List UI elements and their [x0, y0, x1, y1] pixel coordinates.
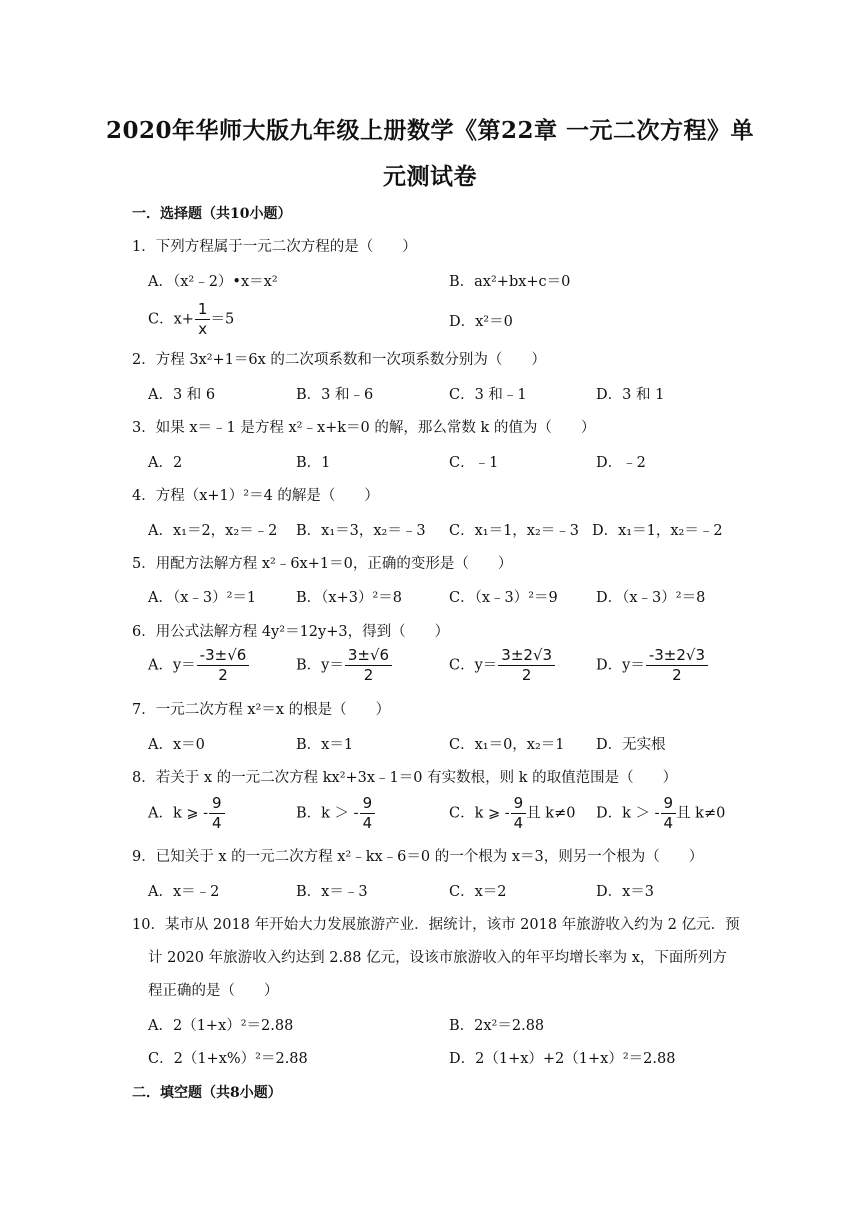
question-7-option-d: D．无实根 [596, 737, 666, 753]
question-6-stem: 6．用公式法解方程 4y²＝12y+3，得到（ ） [132, 624, 450, 640]
section-heading-choice: 一．选择题（共10小题） [132, 206, 292, 222]
question-2-option-d: D．3 和 1 [596, 387, 665, 403]
fraction-numerator: 9 [511, 796, 527, 814]
question-6-option-c [449, 648, 555, 683]
question-7-option-a: A．x＝0 [148, 737, 205, 753]
option-label: A．k ⩾ - [148, 805, 209, 822]
question-10-option-c: C．2（1+x%）²＝2.88 [148, 1051, 308, 1067]
fraction-denominator: 2 [363, 666, 374, 684]
question-1-option-a: A．（x²﹣2）•x＝x² [148, 274, 278, 290]
fraction-denominator: 2 [218, 666, 228, 684]
question-4-stem: 4．方程（x+1）²＝4 的解是（ ） [132, 488, 379, 504]
fraction-denominator: 2 [672, 666, 682, 684]
question-10-stem-line3: 程正确的是（ ） [148, 983, 279, 999]
question-1-stem: 1．下列方程属于一元二次方程的是（ ） [132, 239, 417, 255]
question-10-option-a: A．2（1+x）²＝2.88 [148, 1018, 294, 1034]
question-5-stem: 5．用配方法解方程 x²﹣6x+1＝0，正确的变形是（ ） [132, 556, 513, 572]
fraction-numerator: 1 [195, 302, 211, 320]
fraction [646, 648, 708, 683]
question-9-option-c: C．x＝2 [449, 884, 507, 900]
fraction-numerator: 3±√6 [345, 648, 392, 666]
fraction-denominator: 4 [362, 814, 373, 832]
question-9-option-a: A．x＝﹣2 [148, 884, 220, 900]
question-3-option-c: C．﹣1 [449, 455, 499, 471]
question-10-option-d: D．2（1+x）+2（1+x）²＝2.88 [449, 1051, 676, 1067]
question-8-option-b [296, 796, 375, 831]
option-label: D．k ＞ - [596, 805, 660, 822]
fraction-denominator: 4 [513, 814, 524, 832]
page-title-line2: 元测试卷 [383, 163, 477, 190]
option-label: B．k ＞ - [296, 805, 359, 822]
question-6-option-b [296, 648, 392, 683]
question-8-stem: 8．若关于 x 的一元二次方程 kx²+3x﹣1＝0 有实数根，则 k 的取值范围是（ ） [132, 770, 678, 786]
question-9-option-b: B．x＝﹣3 [296, 884, 368, 900]
section-heading-fill: 二．填空题（共8小题） [132, 1085, 282, 1101]
fraction-denominator: 4 [663, 814, 674, 832]
fraction-numerator: 9 [661, 796, 677, 814]
question-10-stem-line2: 计 2020 年旅游收入约达到 2.88 亿元，设该市旅游收入的年平均增长率为 x，下面所列方 [148, 950, 727, 966]
question-4-option-a: A．x₁＝2，x₂＝﹣2 [148, 523, 278, 539]
option-label: C．x+ [148, 311, 194, 328]
fraction [511, 796, 527, 831]
question-2-stem: 2．方程 3x²+1＝6x 的二次项系数和一次项系数分别为（ ） [132, 352, 546, 368]
question-3-option-d: D．﹣2 [596, 455, 646, 471]
question-2-option-c: C．3 和﹣1 [449, 387, 527, 403]
fraction [360, 796, 376, 831]
fraction-numerator: 9 [209, 796, 225, 814]
question-3-stem: 3．如果 x＝﹣1 是方程 x²﹣x+k＝0 的解，那么常数 k 的值为（ ） [132, 420, 596, 436]
question-3-option-a: A．2 [148, 455, 183, 471]
question-8-option-a [148, 796, 225, 831]
fraction-numerator: -3±2√3 [646, 648, 708, 666]
question-9-stem: 9．已知关于 x 的一元二次方程 x²﹣kx﹣6＝0 的一个根为 x＝3，则另一个根为（ ） [132, 849, 704, 865]
question-7-option-b: B．x＝1 [296, 737, 354, 753]
fraction [661, 796, 677, 831]
option-label: C．k ⩾ - [449, 805, 510, 822]
fraction-denominator: 4 [212, 814, 222, 832]
question-1-option-d: D．x²＝0 [449, 314, 513, 330]
question-5-option-c: C．（x﹣3）²＝9 [449, 590, 558, 606]
option-suffix: 且 k≠0 [676, 805, 726, 822]
question-7-stem: 7．一元二次方程 x²＝x 的根是（ ） [132, 702, 391, 718]
fraction-numerator: -3±√6 [197, 648, 250, 666]
question-5-option-b: B．（x+3）²＝8 [296, 590, 402, 606]
question-1-option-c [148, 302, 234, 337]
option-label: D．y＝ [596, 657, 645, 674]
fraction [209, 796, 225, 831]
question-8-option-c [449, 796, 575, 831]
fraction [345, 648, 392, 683]
fraction-denominator: 2 [521, 666, 532, 684]
option-label: B．y＝ [296, 657, 344, 674]
question-4-option-d: D．x₁＝1，x₂＝﹣2 [592, 523, 723, 539]
option-tail: ＝5 [210, 311, 235, 328]
question-10-stem-line1: 10．某市从 2018 年开始大力发展旅游产业．据统计，该市 2018 年旅游收入约为 2 亿元．预 [132, 917, 740, 933]
fraction [195, 302, 211, 337]
question-7-option-c: C．x₁＝0，x₂＝1 [449, 737, 565, 753]
page-title-line1: 2020年华师大版九年级上册数学《第22章 一元二次方程》单 [105, 117, 755, 144]
fraction-denominator: x [198, 320, 208, 338]
fraction [197, 648, 250, 683]
question-10-option-b: B．2x²＝2.88 [449, 1018, 545, 1034]
question-5-option-d: D．（x﹣3）²＝8 [596, 590, 706, 606]
question-2-option-b: B．3 和﹣6 [296, 387, 374, 403]
question-1-option-b: B．ax²+bx+c＝0 [449, 274, 571, 290]
question-3-option-b: B．1 [296, 455, 331, 471]
option-label: C．y＝ [449, 657, 498, 674]
fraction [498, 648, 555, 683]
question-5-option-a: A．（x﹣3）²＝1 [148, 590, 257, 606]
question-6-option-d [596, 648, 708, 683]
question-4-option-c: C．x₁＝1，x₂＝﹣3 [449, 523, 580, 539]
question-6-option-a [148, 648, 249, 683]
option-suffix: 且 k≠0 [526, 805, 576, 822]
question-8-option-d [596, 796, 725, 831]
fraction-numerator: 9 [360, 796, 376, 814]
option-label: A．y＝ [148, 657, 196, 674]
fraction-numerator: 3±2√3 [498, 648, 555, 666]
question-9-option-d: D．x＝3 [596, 884, 655, 900]
question-4-option-b: B．x₁＝3，x₂＝﹣3 [296, 523, 426, 539]
question-2-option-a: A．3 和 6 [148, 387, 216, 403]
